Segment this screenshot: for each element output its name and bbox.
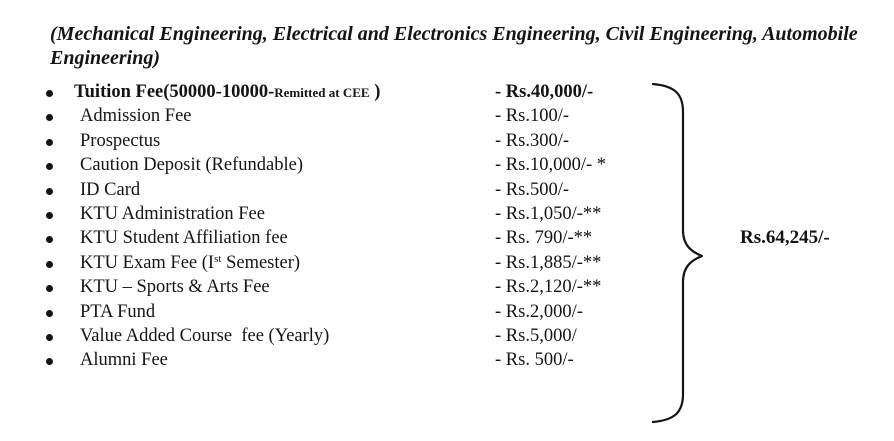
fee-amount: - Rs.2,120/-** xyxy=(495,277,602,298)
bullet-icon xyxy=(46,139,53,146)
fee-name: Admission Fee xyxy=(80,106,192,127)
fee-name: KTU – Sports & Arts Fee xyxy=(80,277,270,298)
fee-name: KTU Student Affiliation fee xyxy=(80,228,288,249)
fee-name: Value Added Course fee (Yearly) xyxy=(80,325,330,346)
fee-item-alumni xyxy=(0,348,700,372)
fee-item-id-card xyxy=(0,178,700,202)
fee-amount: - Rs.500/- xyxy=(495,179,569,200)
fee-item-ktu-sports-arts xyxy=(0,275,700,299)
fee-name: Alumni Fee xyxy=(80,350,168,371)
superscript: st xyxy=(214,252,222,265)
fee-name: KTU Administration Fee xyxy=(80,203,265,224)
bullet-icon xyxy=(46,90,53,97)
fee-item-value-added-course xyxy=(0,324,700,348)
bullet-icon xyxy=(46,114,53,121)
total-amount: Rs.64,245/- xyxy=(740,227,830,248)
fee-amount: - Rs.1,050/-** xyxy=(495,203,602,224)
fee-item-ktu-exam xyxy=(0,251,700,275)
fee-amount: - Rs.300/- xyxy=(495,130,569,151)
fee-name: Prospectus xyxy=(80,130,161,151)
fee-name: PTA Fund xyxy=(80,301,156,322)
bullet-icon xyxy=(46,285,53,292)
curly-brace-icon xyxy=(650,80,730,425)
fee-amount: - Rs.5,000/ xyxy=(495,325,577,346)
fee-item-admission xyxy=(0,104,700,128)
fee-amount: - Rs.1,885/-** xyxy=(495,252,602,273)
fee-item-prospectus xyxy=(0,129,700,153)
fee-item-pta-fund xyxy=(0,300,700,324)
bullet-icon xyxy=(46,188,53,195)
bullet-icon xyxy=(46,212,53,219)
bullet-icon xyxy=(46,163,53,170)
fee-list xyxy=(0,80,700,373)
fee-amount: - Rs. 790/-** xyxy=(495,228,593,249)
bullet-icon xyxy=(46,261,53,268)
fee-item-ktu-administration xyxy=(0,202,700,226)
fee-name: ID Card xyxy=(80,179,141,200)
department-heading: (Mechanical Engineering, Electrical and Electronics Engineering, Civil Engineering, Automobile Engineering) xyxy=(50,23,858,69)
fee-amount: - Rs.10,000/- * xyxy=(495,155,606,176)
fee-amount: - Rs.2,000/- xyxy=(495,301,583,322)
fee-item-caution-deposit xyxy=(0,153,700,177)
fee-item-tuition xyxy=(0,80,700,104)
fee-amount: - Rs. 500/- xyxy=(495,350,574,371)
bullet-icon xyxy=(46,358,53,365)
fee-name: KTU Exam Fee (Ist Semester) xyxy=(80,252,301,273)
fee-amount: - Rs.100/- xyxy=(495,106,569,127)
fee-name: Tuition Fee(50000-10000-Remitted at CEE ) xyxy=(74,82,381,102)
bullet-icon xyxy=(46,334,53,341)
fee-note: Remitted at CEE xyxy=(274,85,370,100)
fee-item-ktu-affiliation xyxy=(0,226,700,250)
bullet-icon xyxy=(46,310,53,317)
bullet-icon xyxy=(46,236,53,243)
fee-amount: - Rs.40,000/- xyxy=(495,82,594,102)
fee-name: Caution Deposit (Refundable) xyxy=(80,155,303,176)
